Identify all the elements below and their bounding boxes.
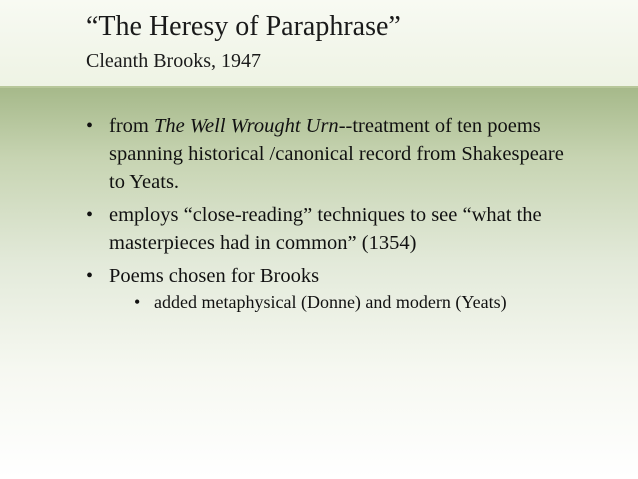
slide-title: “The Heresy of Paraphrase” [86,11,401,42]
sub-bullet-text-1: added metaphysical (Donne) and modern (Yeats) [154,292,507,312]
bullet-text-2: employs “close-reading” techniques to see “what the masterpieces had in common” (1354) [109,204,542,254]
bullet-text-3: Poems chosen for Brooks [109,265,320,287]
bullet-1-prefix: from [109,115,154,137]
bullet-text-1 [109,112,566,196]
bullet-icon: • [86,204,94,226]
sub-bullet-item-1 [134,290,566,315]
bullet-item-1 [86,112,566,196]
bullet-1-suffix: --treatment of ten poems spanning historical /canonical record from Shakespeare to Yeats. [109,115,564,193]
bullet-icon: • [86,115,94,137]
bullet-icon: • [86,265,94,287]
sub-bullet-icon: • [134,292,141,312]
bullet-item-3 [86,262,566,315]
bullet-list [86,112,566,320]
book-title: The Well Wrought Urn [153,115,339,137]
bullet-item-2 [86,201,566,257]
slide-subtitle: Cleanth Brooks, 1947 [86,50,261,72]
